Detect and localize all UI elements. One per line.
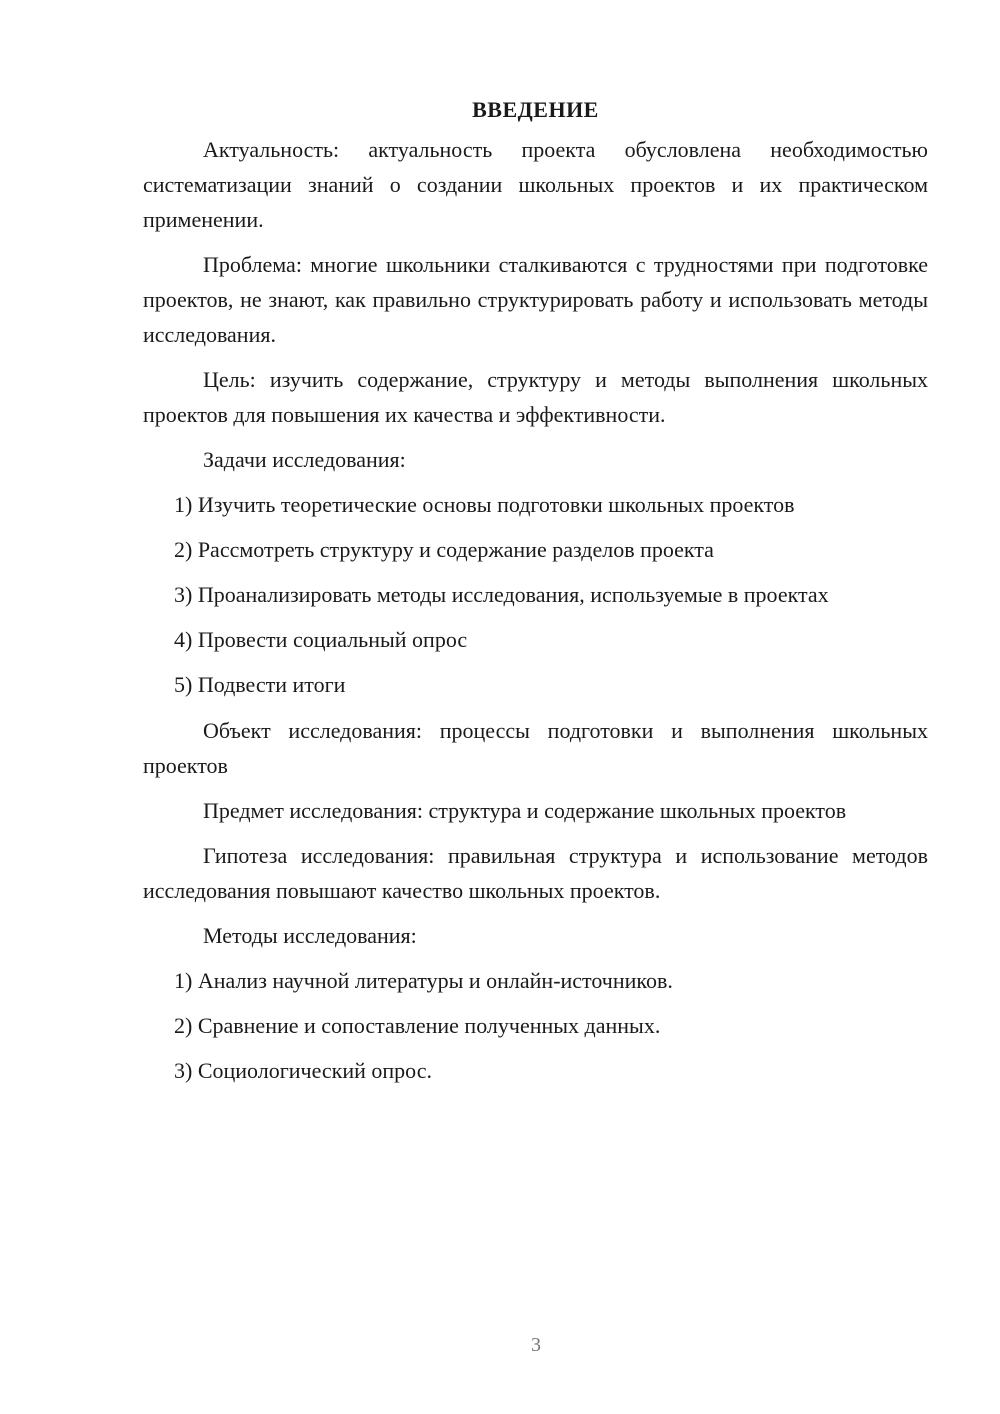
methods-list: [143, 963, 928, 1098]
relevance-paragraph: Актуальность: актуальность проекта обусловлена необходимостью систематизации знаний о создании школьных проектов и их практическом применении.: [143, 137, 928, 232]
methods-heading: Методы исследования:: [203, 923, 417, 948]
goal-paragraph: Цель: изучить содержание, структуру и методы выполнения школьных проектов для повышения их качества и эффективности.: [143, 367, 928, 427]
list-item: 2) Сравнение и сопоставление полученных данных.: [174, 1013, 661, 1038]
list-item: 3) Социологический опрос.: [174, 1058, 432, 1083]
list-item: 1) Анализ научной литературы и онлайн-источников.: [174, 968, 673, 993]
tasks-list: [143, 487, 928, 712]
page-number: 3: [531, 1334, 541, 1356]
subject-paragraph: Предмет исследования: структура и содержание школьных проектов: [203, 798, 847, 823]
hypothesis-paragraph: Гипотеза исследования: правильная структура и использование методов исследования повышают качество школьных проектов.: [143, 843, 928, 903]
page-title: ВВЕДЕНИЕ: [472, 97, 599, 122]
list-item: 3) Проанализировать методы исследования, используемые в проектах: [174, 582, 829, 607]
document-page: [143, 92, 928, 1098]
object-paragraph: Объект исследования: процессы подготовки и выполнения школьных проектов: [143, 718, 928, 778]
list-item: 1) Изучить теоретические основы подготовки школьных проектов: [174, 492, 795, 517]
list-item: 4) Провести социальный опрос: [174, 627, 468, 652]
list-item: 2) Рассмотреть структуру и содержание разделов проекта: [174, 537, 714, 562]
problem-paragraph: Проблема: многие школьники сталкиваются с трудностями при подготовке проектов, не знают, как правильно структурировать работу и использовать методы исследования.: [143, 252, 928, 347]
tasks-heading: Задачи исследования:: [203, 447, 406, 472]
list-item: 5) Подвести итоги: [174, 672, 346, 697]
